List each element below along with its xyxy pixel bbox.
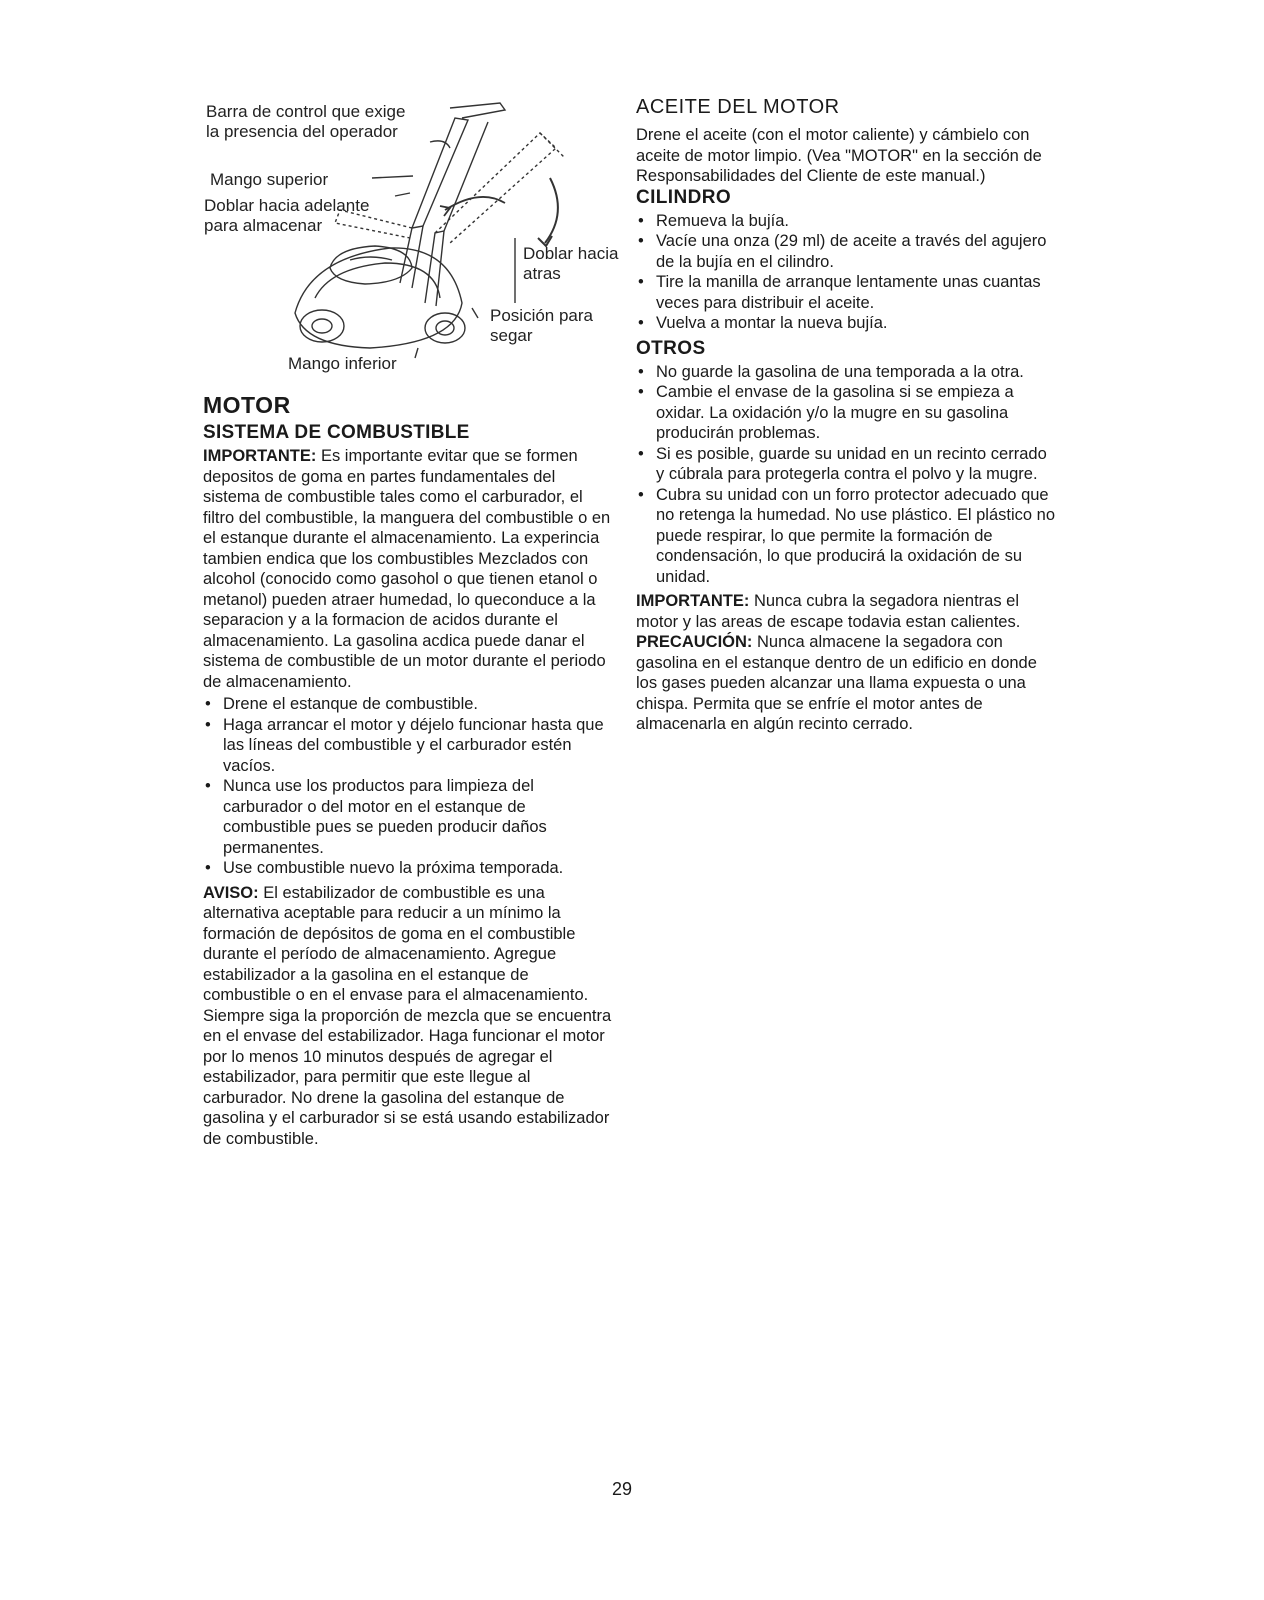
others-bullet-list — [636, 362, 1056, 588]
right-important-paragraph — [636, 591, 1056, 632]
list-item: • Vuelva a montar la nueva bujía. — [636, 313, 1056, 334]
label-upper-handle: Mango superior — [210, 170, 329, 189]
cylinder-bullet-list — [636, 211, 1056, 334]
list-item: • Use combustible nuevo la próxima temporada. — [203, 858, 615, 879]
list-item: • Tire la manilla de arranque lentamente unas cuantas veces para distribuir el aceite. — [636, 272, 1056, 313]
caution-lead: PRECAUCIÓN: — [636, 633, 753, 651]
fuel-important-paragraph — [203, 446, 615, 692]
aviso-text: El estabilizador de combustible es una alternativa aceptable para reducir a un mínimo la formación de depósitos de goma en el combustible durante el período de almacenamiento. Agregue estabilizador a la gasolina en el estanque de combustible o en el envase para el almacenamiento. Siempre siga la proporción de mezcla que se encuentra en el envase del estabilizador. Haga funcionar el motor por lo menos 10 minutos después de agregar el estabilizador, para permitir que este llegue al carburador. No drene la gasolina del estanque de gasolina y el carburador si se está usando estabilizador de combustible. — [203, 883, 612, 1148]
important-lead: IMPORTANTE: — [636, 592, 750, 610]
list-item: • No guarde la gasolina de una temporada a la otra. — [636, 362, 1056, 383]
mower-handle-figure — [200, 98, 620, 383]
fuel-bullet-list — [203, 694, 615, 879]
label-fold-back-2: atras — [523, 264, 561, 283]
label-fold-forward-2: para almacenar — [204, 216, 323, 235]
label-lower-handle: Mango inferior — [288, 354, 397, 373]
engine-oil-paragraph: Drene el aceite (con el motor caliente) y cámbielo con aceite de motor limpio. (Vea "MOTOR" en la sección de Responsabilidades del Cliente de este manual.) — [636, 126, 1042, 185]
cylinder-heading: CILINDRO — [636, 186, 732, 208]
label-operator-bar-2: la presencia del operador — [206, 122, 398, 141]
important-text: Es importante evitar que se formen depositos de goma en partes fundamentales del sistema de combustible tales como el carburador, el filtro del combustible, la manguera del combustible o en el estanque durante el almacenamiento. La experincia tambien endica que los combustibles Mezclados con alcohol (conocido como gasohol o que tienen etanol o metanol) pueden atraer humedad, lo queconduce a la separacion y a la formacion de acidos durante el almacenamiento. La gasolina acdica puede danar el sistema de combustible de un motor durante el periodo de almacenamiento. — [203, 447, 611, 691]
list-item: • Cambie el envase de la gasolina si se empieza a oxidar. La oxidación y/o la mugre en su gasolina producirán problemas. — [636, 382, 1056, 444]
left-column — [203, 422, 615, 1149]
list-item: • Drene el estanque de combustible. — [203, 694, 615, 715]
list-item: • Haga arrancar el motor y déjelo funcionar hasta que las líneas del combustible y el carburador estén vacíos. — [203, 715, 615, 777]
engine-oil-heading: ACEITE DEL MOTOR — [636, 96, 840, 118]
page-number: 29 — [612, 1479, 633, 1499]
others-heading: OTROS — [636, 337, 706, 359]
list-item: • Cubra su unidad con un forro protector adecuado que no retenga la humedad. No use plástico. El plástico no puede respirar, lo que permite la formación de condensación, lo que producirá la oxidación de su unidad. — [636, 485, 1056, 588]
label-fold-back: Doblar hacia — [523, 244, 619, 263]
label-fold-forward: Doblar hacia adelante — [204, 196, 370, 215]
motor-section-title: MOTOR — [203, 392, 291, 418]
label-mowing-position-2: segar — [490, 326, 533, 345]
right-column — [636, 96, 1056, 735]
aviso-lead: AVISO: — [203, 883, 259, 902]
list-item: • Vacíe una onza (29 ml) de aceite a través del agujero de la bujía en el cilindro. — [636, 231, 1056, 272]
label-mowing-position: Posición para — [490, 306, 594, 325]
caution-text: Nunca almacene la segadora con gasolina en el estanque dentro de un edificio en donde los gases pueden alcanzar una llama expuesta o una chispa. Permita que se enfríe el motor antes de almacenarla en algún recinto cerrado. — [636, 633, 1037, 733]
fuel-system-heading: SISTEMA DE COMBUSTIBLE — [203, 422, 470, 443]
aviso-paragraph — [203, 883, 615, 1150]
list-item: • Si es posible, guarde su unidad en un recinto cerrado y cúbrala para protegerla contra el polvo y la mugre. — [636, 444, 1056, 485]
label-operator-bar: Barra de control que exige — [206, 102, 406, 121]
list-item: • Nunca use los productos para limpieza del carburador o del motor en el estanque de combustible pues se pueden producir daños permanentes. — [203, 776, 615, 858]
important-text: Nunca cubra la segadora nientras el motor y las areas de escape todavia estan calientes. — [636, 592, 1021, 631]
caution-paragraph — [636, 632, 1056, 735]
list-item: • Remueva la bujía. — [636, 211, 1056, 232]
important-lead: IMPORTANTE: — [203, 447, 317, 465]
